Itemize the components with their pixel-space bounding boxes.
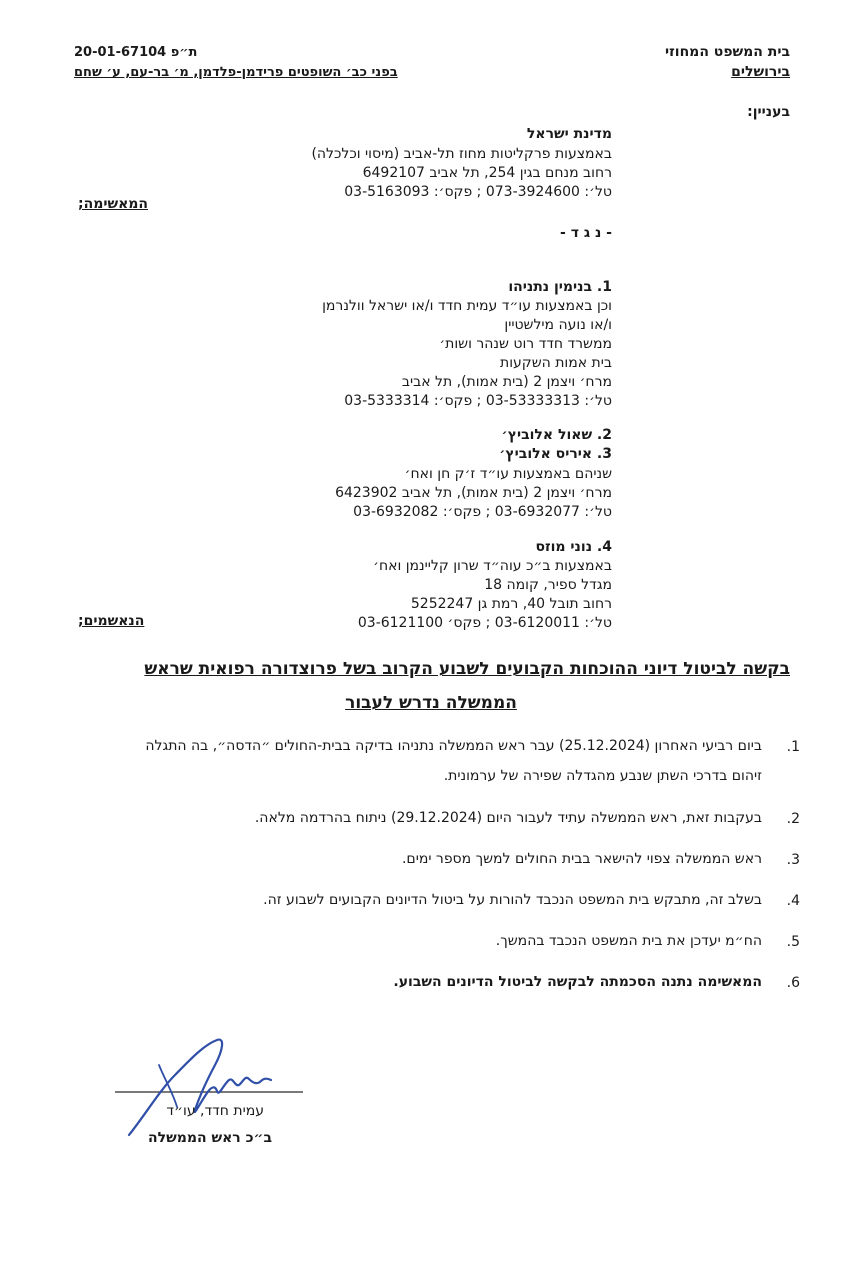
case-number: ת״פ 20-01-67104 [74,45,198,60]
prosecution-line-2: רחוב מנחם בגין 254, תל אביב 6492107 [362,165,612,181]
defendant-1-line: מרח׳ ויצמן 2 (בית אמות), תל אביב [401,374,612,390]
paragraph-text: בעקבות זאת, ראש הממשלה עתיד לעבור היום (29.12.2024) ניתוח בהרדמה מלאה. [254,810,762,826]
paragraph-text: ראש הממשלה צפוי להישאר בבית החולים למשך מספר ימים. [401,851,762,867]
court-city: בירושלים [731,64,790,80]
defendant-23-line: מרח׳ ויצמן 2 (בית אמות), תל אביב 6423902 [335,485,612,501]
defendant-3-name: 3. איריס אלוביץ׳ [499,446,612,462]
prosecution-line-1: באמצעות פרקליטות מחוז תל-אביב (מיסוי וכלכלה) [311,146,612,162]
paragraph-number: 3. [786,852,800,868]
prosecution-role: המאשימה; [78,196,149,212]
paragraph-text: ביום רביעי האחרון (25.12.2024) עבר ראש הממשלה נתניהו בדיקה בבית-החולים ״הדסה״, בה התגלה [145,738,762,754]
signatory-name: עמית חדד, עו״ד [166,1103,264,1119]
paragraph-text: בשלב זה, מתבקש בית המשפט הנכבד להורות על ביטול הדיונים הקבועים לשבוע זה. [263,892,762,908]
defendant-4-line: טל׳: 03-6120011 ; פקס׳ 03-6121100 [357,615,612,631]
signature-mark [115,1035,315,1145]
paragraph-number: 1. [786,739,800,755]
defendant-1-line: ממשרד חדד רוט שנהר ושות׳ [439,336,612,352]
defendant-1-line: טל׳: 03-53333313 ; פקס׳: 03-5333314 [344,393,612,409]
paragraph-number: 6. [786,975,800,991]
paragraph-number: 5. [786,934,800,950]
defendant-1-line: ו/או נועה מילשטיין [504,317,612,333]
judges-line: בפני כב׳ השופטים פרידמן-פלדמן, מ׳ בר-עם, ע׳ שחם [74,65,398,80]
defendant-1-line: וכן באמצעות עו״ד עמית חדד ו/או ישראל וולנרמן [322,298,612,314]
signatory-role: ב״כ ראש הממשלה [148,1130,272,1146]
matter-label: בעניין: [747,104,790,120]
defendant-4-line: רחוב תובל 40, רמת גן 5252247 [410,596,612,612]
request-title-line-1: בקשה לביטול דיוני ההוכחות הקבועים לשבוע הקרוב בשל פרוצדורה רפואית שראש [144,659,790,679]
paragraph-text: הח״מ יעדכן את בית המשפט הנכבד בהמשך. [495,933,762,949]
defendant-1-line: בית אמות השקעות [500,355,612,371]
paragraph-text: זיהום בדרכי השתן שנבע מהגדלה שפירה של ערמונית. [443,768,762,784]
defendant-4-name: 4. נוני מוזס [535,539,612,555]
request-title-line-2: הממשלה נדרש לעבור [345,693,517,713]
defendant-2-name: 2. שאול אלוביץ׳ [501,427,612,443]
paragraph-number: 2. [786,811,800,827]
defendant-4-line: באמצעות ב״כ עוה״ד שרון קליינמן ואח׳ [373,558,612,574]
defendant-1-name: 1. בנימין נתניהו [508,279,612,295]
defendants-role: הנאשמים; [78,613,145,629]
court-name: בית המשפט המחוזי [665,44,790,60]
defendant-23-line: טל׳: 03-6932077 ; פקס׳: 03-6932082 [353,504,612,520]
versus-label: - נ ג ד - [560,225,612,241]
defendant-4-line: מגדל ספיר, קומה 18 [484,577,612,593]
defendant-23-line: שניהם באמצעות עו״ד ז׳ק חן ואח׳ [404,466,612,482]
prosecution-name: מדינת ישראל [526,126,612,142]
paragraph-number: 4. [786,893,800,909]
prosecution-line-3: טל׳: 073-3924600 ; פקס׳: 03-5163093 [344,184,612,200]
paragraph-text: המאשימה נתנה הסכמתה לבקשה לביטול הדיונים השבוע. [393,974,762,990]
